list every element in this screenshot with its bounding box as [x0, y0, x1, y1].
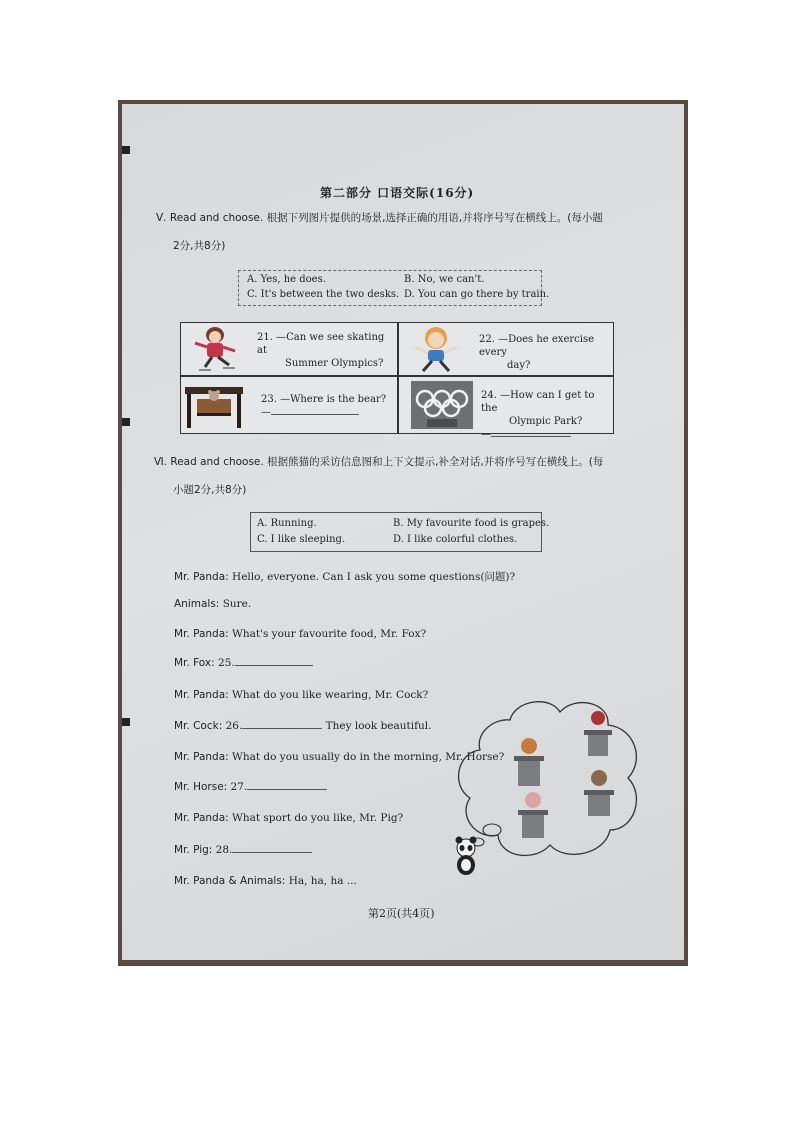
answer-blank-27[interactable] — [247, 789, 327, 790]
panda-icon — [456, 837, 477, 876]
desk-bear-icon — [183, 381, 245, 431]
olympic-rings-icon — [411, 381, 473, 429]
section6-numeral: Ⅵ. — [154, 456, 168, 468]
thought-cloud — [459, 702, 637, 856]
option-b: B. My favourite food is grapes. — [393, 518, 550, 529]
option-c: C. I like sleeping. — [257, 534, 346, 545]
speaker: Mr. Panda: — [174, 571, 229, 583]
answer-blank-24[interactable] — [491, 436, 571, 437]
thought-bubble — [483, 824, 501, 836]
question-22-cell — [398, 322, 614, 376]
horse-podium-icon — [584, 770, 614, 816]
speaker: Mr. Panda & Animals: — [174, 875, 286, 887]
line-text: What's your favourite food, Mr. Fox? — [232, 628, 427, 640]
answer-blank-25[interactable] — [235, 665, 313, 666]
fox-podium-icon — [514, 738, 544, 786]
answer-blank-28[interactable] — [232, 852, 312, 853]
question-21-cell — [180, 322, 398, 376]
dialogue-line — [174, 781, 327, 793]
dialogue-line — [174, 720, 431, 732]
section5-numeral: Ⅴ. — [156, 212, 167, 224]
question-24-text: 24. —How can I get to the — [481, 390, 595, 414]
answer-blank-23[interactable] — [271, 414, 359, 415]
speaker: Mr. Panda: — [174, 628, 229, 640]
dialogue-line — [174, 598, 251, 610]
answer-dash: — — [261, 407, 271, 418]
section5-options-box — [238, 270, 550, 306]
answer-blank-26[interactable] — [242, 728, 322, 729]
speaker: Mr. Fox: — [174, 657, 215, 669]
binder-mark — [122, 146, 130, 154]
dialogue-line — [174, 569, 515, 584]
line-text: What sport do you like, Mr. Pig? — [232, 812, 404, 824]
question-24-cell — [398, 376, 614, 440]
question-21-text: 21. —Can we see skating at — [257, 332, 385, 356]
pig-podium-icon — [518, 792, 548, 838]
question-23-text: 23. —Where is the bear? — [261, 394, 387, 405]
section6-instruction-line2: 小题2分,共8分) — [173, 484, 247, 496]
dialogue-line — [174, 657, 313, 669]
option-a: A. Yes, he does. — [247, 274, 326, 285]
section5-instruction — [156, 210, 603, 225]
interview-cloud-illustration — [440, 690, 650, 880]
answer-dash: — — [481, 429, 491, 440]
page-footer: 第2页(共4页) — [368, 907, 435, 920]
question-number: 25. — [217, 657, 235, 669]
dialogue-line — [174, 689, 428, 701]
runner-boy-icon — [407, 325, 465, 373]
dialogue-line — [174, 812, 403, 824]
question-22-text: 22. —Does he exercise every — [479, 334, 594, 358]
binder-mark — [122, 418, 130, 426]
line-text: Ha, ha, ha ... — [288, 875, 357, 887]
question-number: 28. — [215, 844, 233, 856]
dialogue-line — [174, 875, 357, 887]
section5-instruction-line1: Read and choose. 根据下列图片提供的场景,选择正确的用语,并将序号写在横线上。(每小题 — [169, 212, 603, 224]
skater-icon — [185, 325, 243, 373]
section6-instruction — [154, 454, 603, 469]
dialogue-line — [174, 844, 312, 856]
page-title: 第二部分 口语交际(16分) — [320, 186, 475, 200]
line-text: Hello, everyone. Can I ask you some questions(问题)? — [232, 571, 516, 583]
line-text: What do you usually do in the morning, Mr. Horse? — [232, 751, 505, 763]
speaker: Mr. Pig: — [174, 844, 213, 856]
option-d: D. You can go there by train. — [404, 289, 550, 300]
speaker: Mr. Cock: — [174, 720, 223, 732]
binder-mark — [122, 718, 130, 726]
question-23-cell — [180, 376, 398, 434]
question-22-text-cont: day? — [507, 360, 531, 371]
question-number: 27. — [230, 781, 248, 793]
speaker: Animals: — [174, 598, 220, 610]
section6-options-box — [250, 512, 550, 552]
option-b: B. No, we can't. — [404, 274, 485, 285]
question-number: 26. — [225, 720, 243, 732]
question-24 — [481, 389, 613, 441]
speaker: Mr. Panda: — [174, 751, 229, 763]
speaker: Mr. Panda: — [174, 812, 229, 824]
option-c: C. It's between the two desks. — [247, 289, 400, 300]
option-d: D. I like colorful clothes. — [393, 534, 518, 545]
speaker: Mr. Panda: — [174, 689, 229, 701]
line-text: What do you like wearing, Mr. Cock? — [232, 689, 429, 701]
section6-instruction-line1: Read and choose. 根据熊猫的采访信息图和上下文提示,补全对话,并将序号写在横线上。(每 — [170, 456, 604, 468]
line-text: They look beautiful. — [325, 720, 432, 732]
question-23 — [261, 393, 386, 419]
dialogue-line — [174, 628, 426, 640]
question-21-text-cont: Summer Olympics? — [285, 358, 384, 369]
option-a: A. Running. — [257, 518, 317, 529]
question-24-text-cont: Olympic Park? — [509, 416, 583, 427]
section5-instruction-line2: 2分,共8分) — [173, 240, 226, 252]
speaker: Mr. Horse: — [174, 781, 228, 793]
line-text: Sure. — [222, 598, 252, 610]
